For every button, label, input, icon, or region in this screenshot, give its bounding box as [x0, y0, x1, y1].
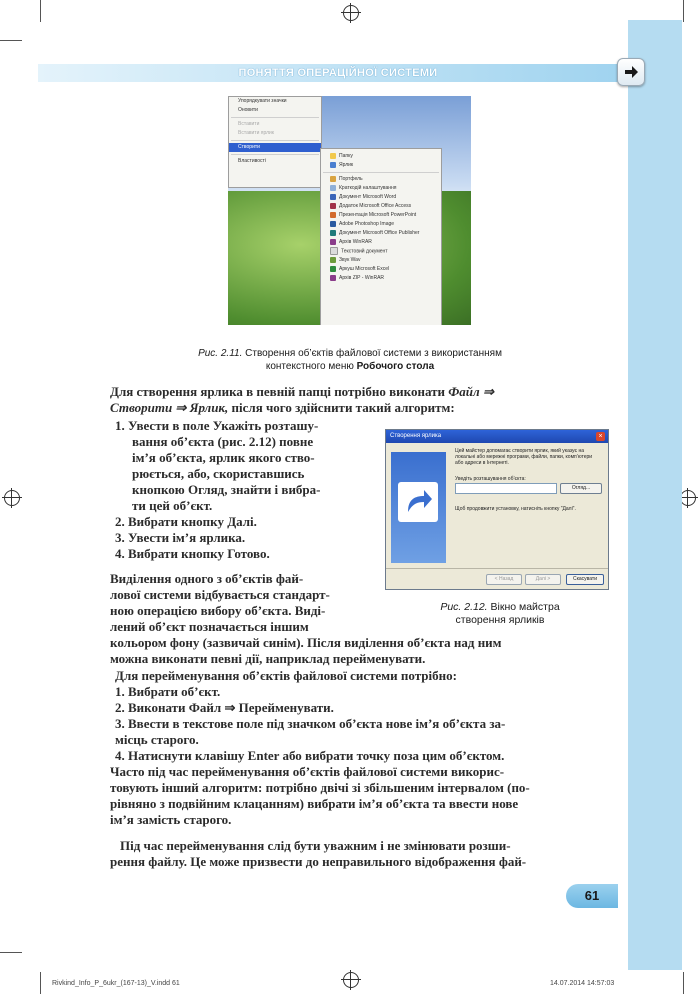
excel-icon — [330, 266, 336, 272]
intro-paragraph: Для створення ярлика в певній папці потрібно виконати Файл ⇒ Створити ⇒ Ярлик, після чого здійснити такий алгоритм: — [110, 384, 494, 415]
wizard-description: Цей майстер допомагає створити ярлик, який указує на локальні або мережні програми, файли, папки, комп’ютери або адреси в Інтернеті. — [455, 448, 593, 466]
zip-icon — [330, 275, 336, 281]
submenu-item[interactable]: Adobe Photoshop Image — [321, 220, 441, 229]
arrow-right-icon — [617, 58, 645, 86]
footer-date: 14.07.2014 14:57:03 — [550, 980, 615, 987]
submenu-item[interactable]: Документ Microsoft Word — [321, 193, 441, 202]
location-input[interactable] — [455, 483, 557, 494]
folder-icon — [330, 153, 336, 159]
alt-rename-paragraph: Часто під час перейменування об’єктів файлової системи викорис- товують інший алгоритм: потрібно двічі зі збільшеним інтервалом (по- рівняно з подвійним клацанням) вибрати ім’я об’єкта та ввести нове ім’я замість старого. — [110, 764, 530, 827]
access-icon — [330, 203, 336, 209]
submenu-item[interactable]: Додаток Microsoft Office Access — [321, 202, 441, 211]
sound-icon — [330, 257, 336, 263]
context-menu — [228, 96, 322, 188]
registration-mark — [343, 5, 359, 21]
browse-button[interactable]: Огляд... — [560, 483, 602, 494]
wizard-banner — [391, 452, 446, 563]
menu-separator — [231, 117, 319, 118]
figure-context-menu — [228, 96, 471, 325]
submenu-item[interactable]: Звук Wav — [321, 256, 441, 265]
submenu-item[interactable]: Документ Microsoft Office Publisher — [321, 229, 441, 238]
side-band — [628, 20, 682, 970]
cancel-button[interactable]: Скасувати — [566, 574, 604, 585]
registration-mark — [680, 490, 696, 506]
rar-icon — [330, 239, 336, 245]
footer-file: Rivkind_Info_P_6ukr_(167-13)_V.indd 61 — [52, 980, 180, 987]
back-button[interactable]: < Назад — [486, 574, 522, 585]
page-number: 61 — [566, 884, 618, 908]
menu-item[interactable]: Властивості — [238, 158, 266, 164]
shortcut-steps: 1. Увести в поле Укажіть розташу- вання об’єкта (рис. 2.12) повне ім’я об’єкта, ярлик якого ство- рюється, або, скориставшись кнопкою Огляд, знайти і вибра- ти цей об’єкт. 2. Вибрати кнопку Далі. 3. Увести ім’я ярлика. 4. Вибрати кнопку Готово. — [115, 418, 321, 561]
submenu-item[interactable]: Архів WinRAR — [321, 238, 441, 247]
close-icon[interactable]: × — [596, 432, 605, 441]
word-icon — [330, 194, 336, 200]
submenu-item[interactable]: Портфель — [321, 175, 441, 184]
menu-item[interactable]: Упорядкувати значки — [238, 98, 287, 104]
menu-item[interactable]: Вставити — [238, 121, 260, 127]
submenu-item[interactable]: Архів ZIP - WinRAR — [321, 274, 441, 283]
crop-mark — [40, 0, 41, 22]
photoshop-icon — [330, 221, 336, 227]
crop-mark — [0, 40, 22, 41]
powerpoint-icon — [330, 212, 336, 218]
menu-separator — [231, 140, 319, 141]
submenu-item[interactable]: Текстовий документ — [321, 247, 441, 256]
crop-mark — [683, 972, 684, 994]
figure-caption-2: Рис. 2.12. Вікно майстра створення ярликів — [440, 601, 560, 626]
shortcut-arrow-icon — [398, 482, 438, 522]
publisher-icon — [330, 230, 336, 236]
submenu-item[interactable]: Ярлик — [321, 161, 441, 170]
location-label: Уведіть розташування об’єкта: — [455, 476, 526, 482]
shortcut-wizard-dialog — [385, 429, 609, 590]
dialog-divider — [386, 568, 608, 569]
submenu-item[interactable]: Папку — [321, 152, 441, 161]
text-file-icon — [330, 247, 338, 255]
warning-paragraph: Під час перейменування слід бути уважним і не змінювати розши- рення файлу. Це може призвести до неправильного відображення фай- — [110, 838, 527, 869]
crop-mark — [0, 952, 22, 953]
continue-hint: Щоб продовжити установку, натисніть кнопку "Далі". — [455, 506, 576, 512]
menu-item-create[interactable]: Створити — [229, 143, 321, 152]
dialog-title: Створення ярлика — [386, 430, 609, 443]
registration-mark — [4, 490, 20, 506]
briefcase-icon — [330, 176, 336, 182]
document-icon — [330, 185, 336, 191]
selection-paragraph: Виділення одного з об’єктів фай- лової системи відбувається стандарт- ною операцією вибору об’єкта. Виді- лений об’єкт позначається іншим кольором фону (зазвичай синім). Після виділення об’єкта над ним можна виконати певні дії, наприклад перейменувати. — [110, 571, 502, 666]
section-title: ПОНЯТТЯ ОПЕРАЦІЙНОЇ СИСТЕМИ — [238, 67, 438, 79]
registration-mark — [343, 972, 359, 988]
menu-separator — [323, 172, 439, 173]
submenu-item[interactable]: Аркуш Microsoft Excel — [321, 265, 441, 274]
menu-item[interactable]: Оновити — [238, 107, 258, 113]
crop-mark — [40, 972, 41, 994]
submenu-item[interactable]: Краткодій налаштування — [321, 184, 441, 193]
next-button[interactable]: Далі > — [525, 574, 561, 585]
submenu-create — [320, 148, 442, 325]
crop-mark — [683, 0, 684, 22]
rename-section: Для перейменування об’єктів файлової системи потрібно: 1. Вибрати об’єкт. 2. Виконати Файл ⇒ Перейменувати. 3. Ввести в текстове поле під значком об’єкта нове ім’я об’єкта за- місць старого. 4. Натиснути клавішу Enter або вибрати точку поза цим об’єктом. — [115, 668, 506, 763]
figure-caption-1: Рис. 2.11. Створення об’єктів файлової системи з використанням контекстного меню Робочого стола — [198, 348, 502, 372]
shortcut-icon — [330, 162, 336, 168]
menu-separator — [231, 154, 319, 155]
menu-item[interactable]: Вставити ярлик — [238, 130, 274, 136]
submenu-item[interactable]: Презентація Microsoft PowerPoint — [321, 211, 441, 220]
